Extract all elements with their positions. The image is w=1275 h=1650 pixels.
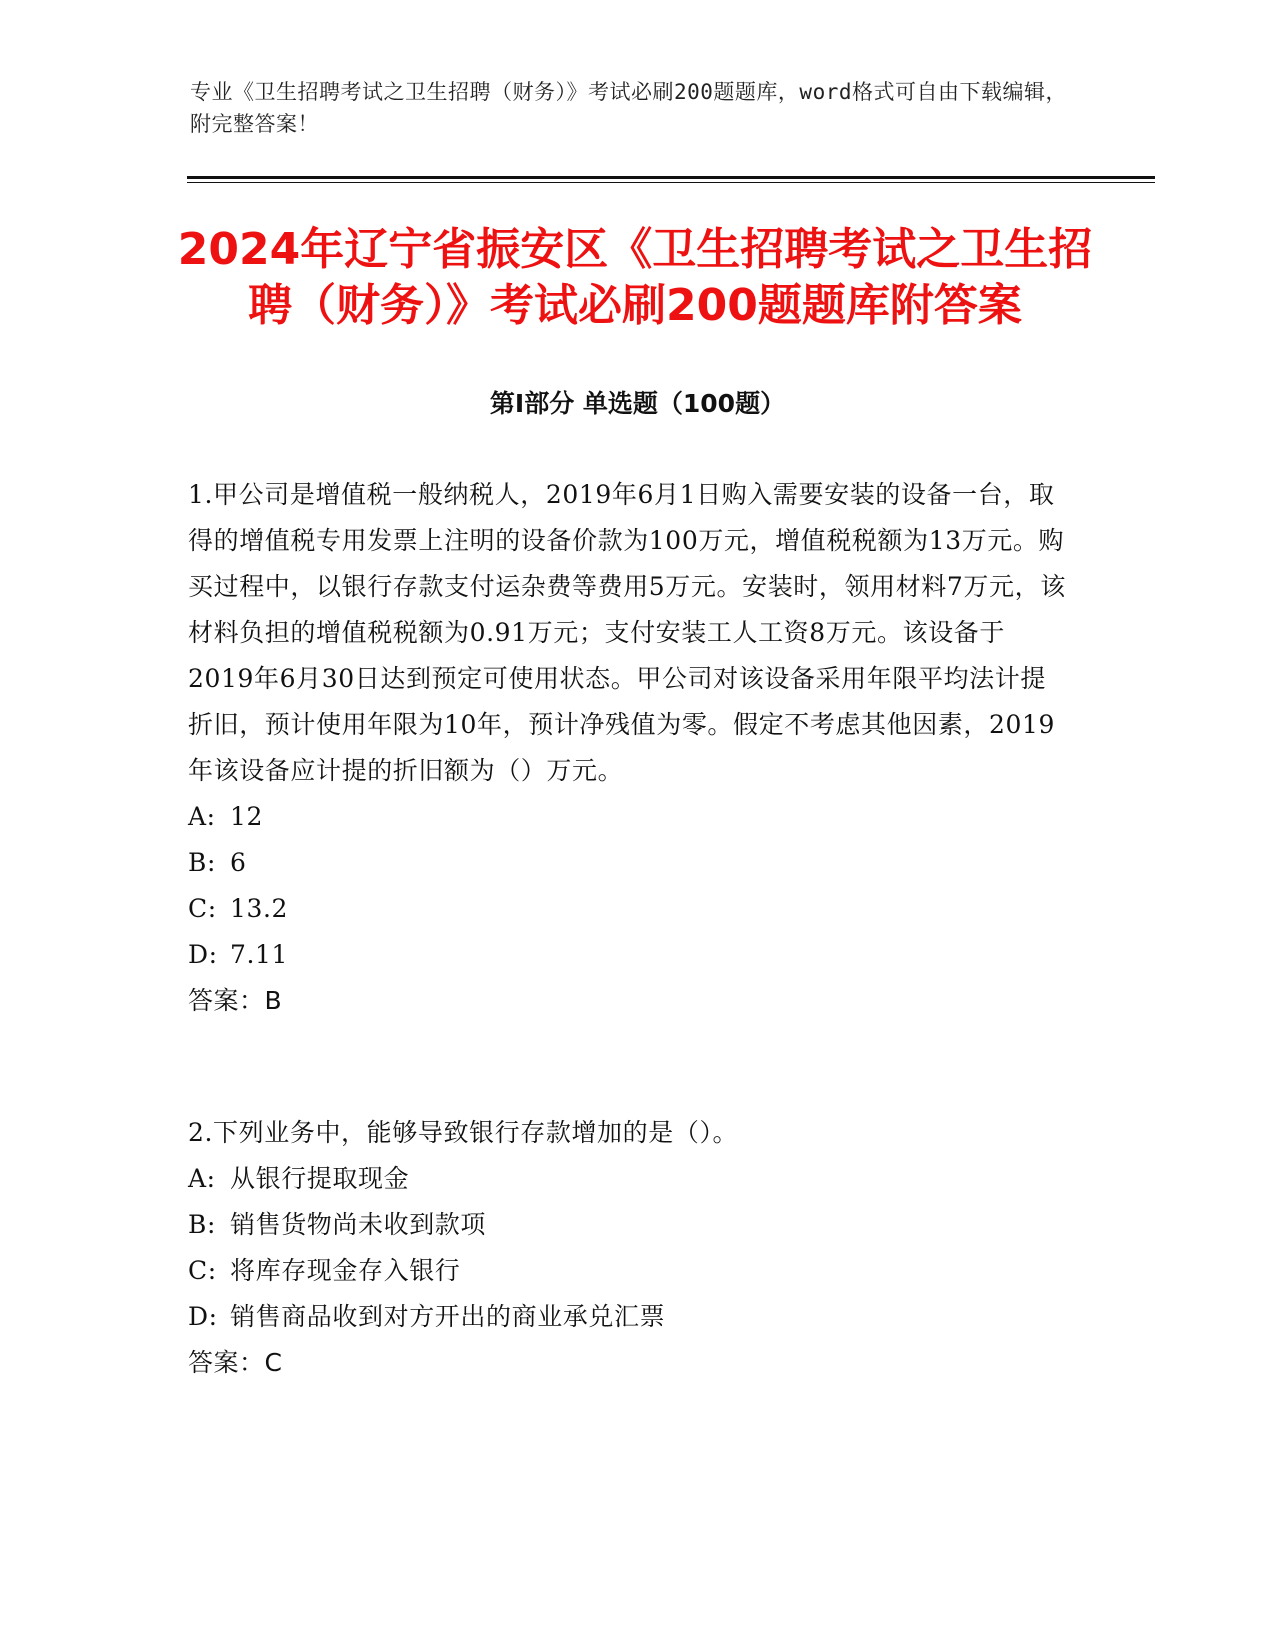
option-text: 销售货物尚未收到款项 <box>230 1210 487 1239</box>
option-text: 从银行提取现金 <box>230 1164 410 1193</box>
document-title: 2024年辽宁省振安区《卫生招聘考试之卫生招聘（财务）》考试必刷200题题库附答案 <box>177 224 1093 331</box>
question-stem: 2.下列业务中，能够导致银行存款增加的是（）。 <box>188 1118 739 1147</box>
question-2 <box>188 1110 1068 1386</box>
option-text: 销售商品收到对方开出的商业承兑汇票 <box>230 1302 666 1331</box>
option-letter: B: <box>188 848 216 877</box>
option-a <box>188 794 1068 840</box>
option-b <box>188 840 1068 886</box>
option-d <box>188 1294 1068 1340</box>
option-letter: C: <box>188 1256 217 1285</box>
header-rule-thick <box>187 176 1155 179</box>
option-letter: D: <box>188 1302 218 1331</box>
section-title: 第I部分 单选题（100题） <box>489 389 786 418</box>
answer-line: 答案：C <box>188 1348 283 1377</box>
answer-line: 答案：B <box>188 986 283 1015</box>
option-letter: C: <box>188 894 217 923</box>
option-letter: D: <box>188 940 218 969</box>
option-d <box>188 932 1068 978</box>
header-note: 专业《卫生招聘考试之卫生招聘（财务）》考试必刷200题题库，word格式可自由下载编辑，附完整答案！ <box>190 80 1067 136</box>
option-text: 12 <box>230 802 264 831</box>
option-text: 7.11 <box>230 940 289 969</box>
option-letter: A: <box>188 802 216 831</box>
header-rule-thin <box>187 182 1155 183</box>
option-b <box>188 1202 1068 1248</box>
option-letter: B: <box>188 1210 216 1239</box>
option-text: 13.2 <box>230 894 289 923</box>
option-c <box>188 1248 1068 1294</box>
option-a <box>188 1156 1068 1202</box>
question-1 <box>188 472 1068 1024</box>
option-letter: A: <box>188 1164 216 1193</box>
question-stem: 1.甲公司是增值税一般纳税人，2019年6月1日购入需要安装的设备一台，取得的增值税专用发票上注明的设备价款为100万元，增值税税额为13万元。购买过程中，以银行存款支付运杂费等费用5万元。安装时，领用材料7万元，该材料负担的增值税税额为0.91万元；支付安装工人工资8万元。该设备于2019年6月30日达到预定可使用状态。甲公司对该设备采用年限平均法计提折旧，预计使用年限为10年，预计净残值为零。假定不考虑其他因素，2019年该设备应计提的折旧额为（）万元。 <box>188 480 1066 785</box>
option-text: 将库存现金存入银行 <box>230 1256 461 1285</box>
option-c <box>188 886 1068 932</box>
option-text: 6 <box>230 848 247 877</box>
